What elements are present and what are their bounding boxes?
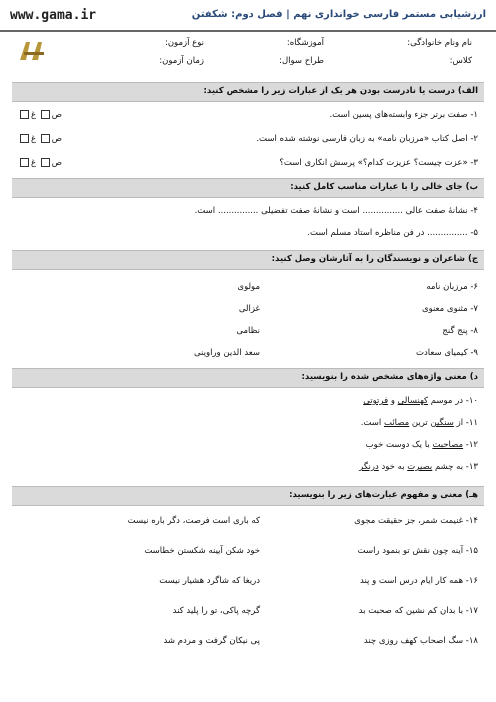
blank-question-4: ۴- نشانهٔ صفت عالی ............... است و نشانهٔ صفت تفضیلی ............... است.: [194, 206, 478, 216]
tf-options-3: ص غ: [18, 158, 62, 168]
tf-options-2: ص غ: [18, 134, 62, 144]
author-item: نظامی: [236, 326, 260, 336]
section-a-header: الف) درست یا نادرست بودن هر یک از عبارات زیر را مشخص کنید:: [12, 82, 484, 102]
class-label: کلاس:: [449, 56, 472, 66]
true-checkbox[interactable]: [41, 158, 50, 167]
designer-label: طراح سوال:: [279, 56, 324, 66]
vocab-question-13: ۱۳- به چشم بصیرت به خود درنگر: [359, 462, 478, 472]
page-title: ارزشیابی مستمر فارسی خوانداری نهم | فصل دوم: شکفتن: [191, 9, 486, 20]
poem-verse-right: ۱۷- با بدان کم نشین که صحبت بد: [358, 606, 478, 616]
vocab-question-12: ۱۲- مصاحبت با یک دوست خوب: [365, 440, 478, 450]
poem-verse-left: خود شکن آیینه شکستن خطاست: [144, 546, 260, 556]
poem-verse-left: دریغا که شاگرد هشیار نیست: [159, 576, 260, 586]
work-item: ۷- مثنوی معنوی: [421, 304, 478, 314]
site-url[interactable]: www.gama.ir: [10, 8, 97, 23]
author-item: غزالی: [238, 304, 260, 314]
poem-verse-left: گرچه پاکی، تو را پلید کند: [172, 606, 260, 616]
false-checkbox[interactable]: [20, 110, 29, 119]
poem-verse-left: پی نیکان گرفت و مردم شد: [163, 636, 260, 646]
header-bar: [0, 0, 496, 32]
exam-type-label: نوع آزمون:: [164, 38, 204, 48]
poem-verse-right: ۱۸- سگ اصحاب کهف روزی چند: [363, 636, 478, 646]
work-item: ۹- کیمیای سعادت: [416, 348, 478, 358]
work-item: ۶- مرزبان نامه: [426, 282, 478, 292]
author-item: مولوی: [237, 282, 260, 292]
tf-options-1: ص غ: [18, 110, 62, 120]
time-label: زمان آزمون:: [159, 56, 204, 66]
tf-question-2: ۲- اصل کتاب «مرزبان نامه» به زبان فارسی نوشته شده است.: [256, 134, 478, 144]
section-d-header: د) معنی واژه‌های مشخص شده را بنویسید:: [12, 368, 484, 388]
section-b-header: ب) جای خالی را با عبارات مناسب کامل کنید:: [12, 178, 484, 198]
poem-verse-left: که باری است فرصت، دگر باره نیست: [127, 516, 260, 526]
name-label: نام ونام خانوادگی:: [407, 38, 472, 48]
false-checkbox[interactable]: [20, 134, 29, 143]
section-e-header: هـ) معنی و مفهوم عبارت‌های زیر را بنویسید:: [12, 486, 484, 506]
vocab-question-11: ۱۱- از سنگین ترین مصائب است.: [360, 418, 478, 428]
poem-verse-right: ۱۴- غنیمت شمر، جز حقیقت مجوی: [354, 516, 478, 526]
work-item: ۸- پنج گنج: [442, 326, 478, 336]
true-checkbox[interactable]: [41, 134, 50, 143]
section-c-header: ج) شاعران و نویسندگان را به آثارشان وصل کنید:: [12, 250, 484, 270]
vocab-question-10: ۱۰- در موسم کهنسالی و فرتوتی: [363, 396, 478, 406]
false-checkbox[interactable]: [20, 158, 29, 167]
poem-verse-right: ۱۵- آینه چون نقش تو بنمود راست: [357, 546, 478, 556]
school-label: آموزشگاه:: [286, 38, 324, 48]
tf-question-3: ۳- «عزت چیست؟ عزیزت کدام؟» پرسش انکاری است؟: [279, 158, 478, 168]
tf-question-1: ۱- صفت برتر جزء وابسته‌های پسین است.: [329, 110, 478, 120]
author-item: سعد الدین وراوینی: [193, 348, 260, 358]
poem-verse-right: ۱۶- همه کار ایام درس است و پند: [360, 576, 478, 586]
student-info: [14, 34, 482, 70]
gama-logo-icon: [18, 38, 48, 64]
true-checkbox[interactable]: [41, 110, 50, 119]
blank-question-5: ۵- ............... در فن مناظره استاد مسلم است.: [307, 228, 478, 238]
